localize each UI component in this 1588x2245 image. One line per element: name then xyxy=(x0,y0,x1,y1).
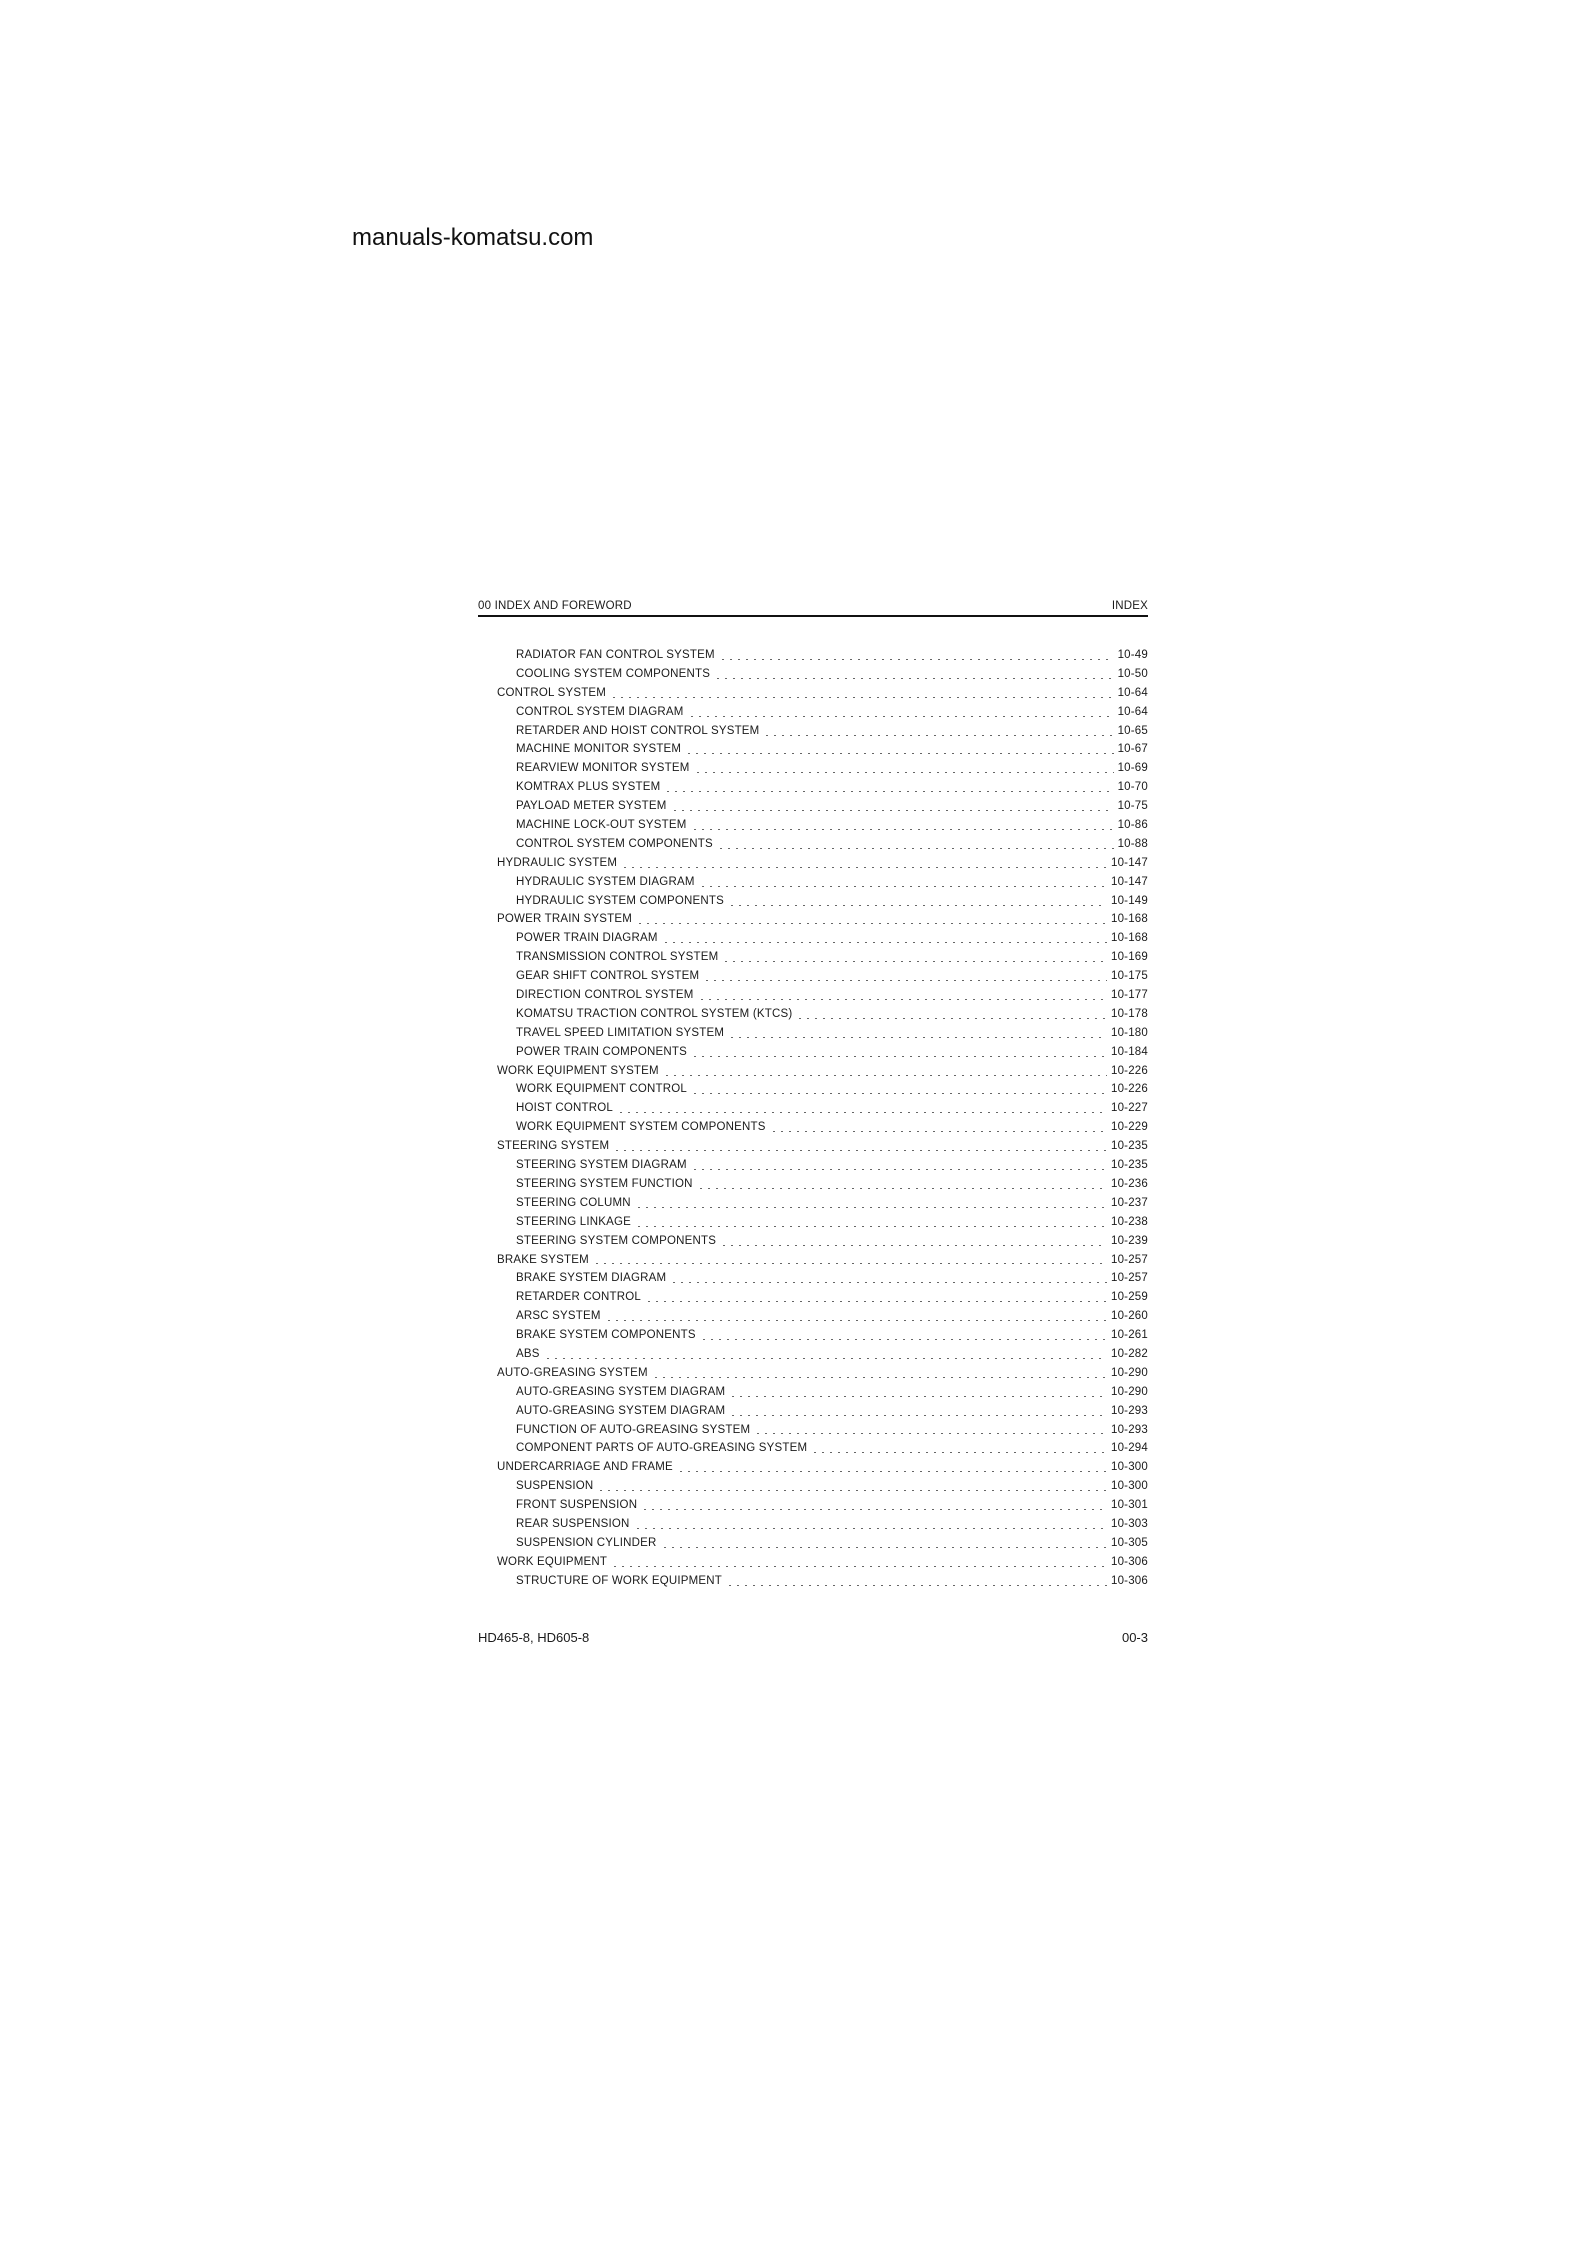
toc-entry-title: WORK EQUIPMENT xyxy=(497,1555,608,1568)
toc-entry-title: ABS xyxy=(516,1347,540,1360)
toc-entry[interactable] xyxy=(478,1367,1148,1386)
toc-entry[interactable] xyxy=(478,1083,1148,1102)
toc-entry[interactable] xyxy=(478,1442,1148,1461)
toc-entry-page: 10-229 xyxy=(1110,1121,1148,1134)
toc-entry-page: 10-67 xyxy=(1117,743,1148,756)
toc-entry-page: 10-64 xyxy=(1117,686,1148,699)
toc-entry-page: 10-293 xyxy=(1110,1404,1148,1417)
toc-entry[interactable] xyxy=(478,970,1148,989)
toc-leader-dots xyxy=(635,1207,1107,1208)
toc-entry[interactable] xyxy=(478,800,1148,819)
toc-entry-title: STEERING SYSTEM xyxy=(497,1140,610,1153)
toc-entry-page: 10-294 xyxy=(1110,1442,1148,1455)
toc-entry-title: KOMTRAX PLUS SYSTEM xyxy=(516,781,661,794)
toc-leader-dots xyxy=(714,678,1113,679)
toc-leader-dots xyxy=(652,1377,1107,1378)
document-page xyxy=(478,600,1148,1645)
table-of-contents xyxy=(478,649,1148,1594)
toc-leader-dots xyxy=(694,772,1114,773)
toc-leader-dots xyxy=(728,905,1107,906)
toc-entry-title: AUTO-GREASING SYSTEM DIAGRAM xyxy=(516,1404,726,1417)
toc-leader-dots xyxy=(641,1509,1107,1510)
toc-entry-page: 10-149 xyxy=(1110,894,1148,907)
toc-entry-title: STRUCTURE OF WORK EQUIPMENT xyxy=(516,1574,723,1587)
toc-entry-title: AUTO-GREASING SYSTEM xyxy=(497,1366,648,1379)
toc-leader-dots xyxy=(717,848,1114,849)
toc-entry-title: CONTROL SYSTEM DIAGRAM xyxy=(516,705,684,718)
toc-leader-dots xyxy=(610,697,1113,698)
toc-leader-dots xyxy=(700,1339,1107,1340)
toc-entry-page: 10-261 xyxy=(1110,1329,1148,1342)
toc-leader-dots xyxy=(670,1282,1107,1283)
toc-entry[interactable] xyxy=(478,1254,1148,1273)
toc-entry-title: HYDRAULIC SYSTEM DIAGRAM xyxy=(516,875,695,888)
toc-leader-dots xyxy=(720,1245,1107,1246)
toc-entry[interactable] xyxy=(478,932,1148,951)
toc-entry[interactable] xyxy=(478,1046,1148,1065)
toc-leader-dots xyxy=(729,1396,1107,1397)
toc-entry[interactable] xyxy=(478,876,1148,895)
toc-leader-dots xyxy=(763,735,1113,736)
toc-entry-page: 10-236 xyxy=(1110,1177,1148,1190)
toc-entry-page: 10-303 xyxy=(1110,1517,1148,1530)
toc-entry-page: 10-75 xyxy=(1117,800,1148,813)
toc-entry-title: DIRECTION CONTROL SYSTEM xyxy=(516,989,694,1002)
toc-entry-page: 10-282 xyxy=(1110,1347,1148,1360)
toc-entry-title: HOIST CONTROL xyxy=(516,1102,613,1115)
toc-entry-title: STEERING SYSTEM FUNCTION xyxy=(516,1177,693,1190)
toc-entry-title: SUSPENSION xyxy=(516,1480,594,1493)
toc-leader-dots xyxy=(677,1471,1107,1472)
toc-entry-title: RADIATOR FAN CONTROL SYSTEM xyxy=(516,649,715,661)
toc-leader-dots xyxy=(685,753,1113,754)
toc-entry-page: 10-300 xyxy=(1110,1480,1148,1493)
toc-entry-page: 10-184 xyxy=(1110,1045,1148,1058)
toc-leader-dots xyxy=(636,923,1107,924)
toc-entry-title: POWER TRAIN COMPONENTS xyxy=(516,1045,687,1058)
toc-leader-dots xyxy=(661,1547,1107,1548)
toc-entry[interactable] xyxy=(478,1348,1148,1367)
toc-leader-dots xyxy=(691,1056,1107,1057)
toc-entry[interactable] xyxy=(478,1575,1148,1594)
toc-entry-title: BRAKE SYSTEM COMPONENTS xyxy=(516,1329,696,1342)
toc-leader-dots xyxy=(617,1112,1107,1113)
toc-entry[interactable] xyxy=(478,649,1148,668)
toc-entry-title: GEAR SHIFT CONTROL SYSTEM xyxy=(516,970,700,983)
toc-entry-page: 10-237 xyxy=(1110,1196,1148,1209)
toc-entry-title: RETARDER CONTROL xyxy=(516,1291,642,1304)
toc-entry[interactable] xyxy=(478,1197,1148,1216)
toc-entry[interactable] xyxy=(478,1065,1148,1084)
toc-entry-page: 10-306 xyxy=(1110,1555,1148,1568)
toc-leader-dots xyxy=(699,886,1107,887)
toc-entry[interactable] xyxy=(478,1461,1148,1480)
toc-entry-title: STEERING LINKAGE xyxy=(516,1215,632,1228)
toc-entry-title: MACHINE MONITOR SYSTEM xyxy=(516,743,682,756)
toc-entry[interactable] xyxy=(478,687,1148,706)
toc-entry[interactable] xyxy=(478,838,1148,857)
toc-entry[interactable] xyxy=(478,1102,1148,1121)
toc-entry-page: 10-175 xyxy=(1110,970,1148,983)
toc-entry-page: 10-65 xyxy=(1117,724,1148,737)
watermark-text: manuals-komatsu.com xyxy=(352,224,594,251)
toc-leader-dots xyxy=(729,1415,1107,1416)
toc-entry-title: FRONT SUSPENSION xyxy=(516,1499,638,1512)
toc-entry-title: MACHINE LOCK-OUT SYSTEM xyxy=(516,819,687,832)
toc-entry-title: WORK EQUIPMENT SYSTEM xyxy=(497,1064,659,1077)
toc-entry-page: 10-70 xyxy=(1117,781,1148,794)
toc-leader-dots xyxy=(691,829,1114,830)
toc-entry-title: PAYLOAD METER SYSTEM xyxy=(516,800,667,813)
toc-leader-dots xyxy=(770,1131,1107,1132)
toc-leader-dots xyxy=(664,791,1113,792)
toc-entry-page: 10-147 xyxy=(1110,856,1148,869)
toc-leader-dots xyxy=(691,1093,1107,1094)
toc-entry[interactable] xyxy=(478,1121,1148,1140)
toc-entry-page: 10-293 xyxy=(1110,1423,1148,1436)
toc-leader-dots xyxy=(597,1490,1107,1491)
toc-entry-page: 10-305 xyxy=(1110,1536,1148,1549)
toc-entry[interactable] xyxy=(478,1178,1148,1197)
toc-entry[interactable] xyxy=(478,743,1148,762)
toc-entry[interactable] xyxy=(478,895,1148,914)
toc-entry-title: HYDRAULIC SYSTEM COMPONENTS xyxy=(516,894,724,907)
toc-leader-dots xyxy=(728,1037,1107,1038)
page-header xyxy=(478,600,1148,617)
toc-entry-page: 10-64 xyxy=(1117,705,1148,718)
toc-entry-title: REAR SUSPENSION xyxy=(516,1517,630,1530)
toc-entry-title: REARVIEW MONITOR SYSTEM xyxy=(516,762,690,775)
toc-entry-page: 10-235 xyxy=(1110,1159,1148,1172)
toc-leader-dots xyxy=(662,942,1107,943)
toc-entry-title: CONTROL SYSTEM COMPONENTS xyxy=(516,837,713,850)
toc-entry-page: 10-235 xyxy=(1110,1140,1148,1153)
toc-entry-page: 10-180 xyxy=(1110,1026,1148,1039)
toc-leader-dots xyxy=(796,1018,1107,1019)
toc-entry[interactable] xyxy=(478,706,1148,725)
toc-leader-dots xyxy=(722,961,1107,962)
toc-entry[interactable] xyxy=(478,1499,1148,1518)
toc-entry-title: FUNCTION OF AUTO-GREASING SYSTEM xyxy=(516,1423,751,1436)
toc-entry-title: SUSPENSION CYLINDER xyxy=(516,1536,657,1549)
toc-entry-page: 10-50 xyxy=(1117,667,1148,680)
toc-entry[interactable] xyxy=(478,913,1148,932)
toc-entry-title: TRANSMISSION CONTROL SYSTEM xyxy=(516,951,719,964)
toc-entry[interactable] xyxy=(478,1140,1148,1159)
toc-leader-dots xyxy=(688,716,1114,717)
toc-entry-page: 10-238 xyxy=(1110,1215,1148,1228)
toc-entry-title: POWER TRAIN SYSTEM xyxy=(497,913,633,926)
toc-entry-title: STEERING COLUMN xyxy=(516,1196,631,1209)
toc-entry-page: 10-168 xyxy=(1110,932,1148,945)
toc-entry-page: 10-290 xyxy=(1110,1366,1148,1379)
toc-entry-title: UNDERCARRIAGE AND FRAME xyxy=(497,1461,673,1474)
toc-entry-page: 10-86 xyxy=(1117,819,1148,832)
toc-entry[interactable] xyxy=(478,1159,1148,1178)
toc-entry-page: 10-226 xyxy=(1110,1083,1148,1096)
toc-entry[interactable] xyxy=(478,989,1148,1008)
toc-leader-dots xyxy=(663,1075,1107,1076)
toc-entry-title: BRAKE SYSTEM DIAGRAM xyxy=(516,1272,667,1285)
toc-entry-page: 10-239 xyxy=(1110,1234,1148,1247)
toc-leader-dots xyxy=(811,1452,1107,1453)
header-index-label: INDEX xyxy=(1111,600,1148,612)
toc-leader-dots xyxy=(611,1566,1107,1567)
toc-entry[interactable] xyxy=(478,1386,1148,1405)
toc-entry[interactable] xyxy=(478,1518,1148,1537)
toc-entry-page: 10-88 xyxy=(1117,837,1148,850)
toc-entry[interactable] xyxy=(478,857,1148,876)
page-footer xyxy=(478,1630,1148,1645)
toc-leader-dots xyxy=(726,1585,1107,1586)
toc-entry[interactable] xyxy=(478,725,1148,744)
toc-entry-page: 10-227 xyxy=(1110,1102,1148,1115)
toc-entry-title: WORK EQUIPMENT SYSTEM COMPONENTS xyxy=(516,1121,766,1134)
toc-entry-page: 10-69 xyxy=(1117,762,1148,775)
toc-entry-title: ARSC SYSTEM xyxy=(516,1310,601,1323)
toc-entry-page: 10-226 xyxy=(1110,1064,1148,1077)
toc-entry-page: 10-301 xyxy=(1110,1499,1148,1512)
toc-entry-title: BRAKE SYSTEM xyxy=(497,1253,589,1266)
toc-entry[interactable] xyxy=(478,1424,1148,1443)
toc-entry[interactable] xyxy=(478,819,1148,838)
toc-leader-dots xyxy=(613,1150,1107,1151)
toc-entry-title: AUTO-GREASING SYSTEM DIAGRAM xyxy=(516,1385,726,1398)
toc-entry-title: KOMATSU TRACTION CONTROL SYSTEM (KTCS) xyxy=(516,1007,793,1020)
toc-entry[interactable] xyxy=(478,1291,1148,1310)
toc-entry-page: 10-168 xyxy=(1110,913,1148,926)
toc-entry[interactable] xyxy=(478,668,1148,687)
footer-page-number: 00-3 xyxy=(1121,1629,1148,1645)
toc-entry-page: 10-49 xyxy=(1117,649,1148,661)
toc-entry-page: 10-260 xyxy=(1110,1310,1148,1323)
header-section-title: 00 INDEX AND FOREWORD xyxy=(478,600,632,612)
toc-entry[interactable] xyxy=(478,1216,1148,1235)
toc-entry-page: 10-306 xyxy=(1110,1574,1148,1587)
toc-entry-title: WORK EQUIPMENT CONTROL xyxy=(516,1083,687,1096)
toc-entry[interactable] xyxy=(478,1537,1148,1556)
toc-entry[interactable] xyxy=(478,1480,1148,1499)
toc-entry-page: 10-259 xyxy=(1110,1291,1148,1304)
toc-entry-title: COOLING SYSTEM COMPONENTS xyxy=(516,667,711,680)
toc-leader-dots xyxy=(671,810,1114,811)
toc-leader-dots xyxy=(703,980,1107,981)
toc-entry[interactable] xyxy=(478,1310,1148,1329)
toc-entry-page: 10-300 xyxy=(1110,1461,1148,1474)
toc-leader-dots xyxy=(634,1528,1107,1529)
toc-leader-dots xyxy=(754,1433,1107,1434)
toc-entry[interactable] xyxy=(478,951,1148,970)
toc-leader-dots xyxy=(621,867,1107,868)
toc-entry[interactable] xyxy=(478,1329,1148,1348)
toc-entry-title: CONTROL SYSTEM xyxy=(497,686,607,699)
toc-leader-dots xyxy=(593,1263,1107,1264)
toc-leader-dots xyxy=(697,1188,1107,1189)
toc-entry[interactable] xyxy=(478,781,1148,800)
footer-model-numbers: HD465-8, HD605-8 xyxy=(478,1629,590,1645)
toc-entry-title: POWER TRAIN DIAGRAM xyxy=(516,932,658,945)
toc-entry-page: 10-178 xyxy=(1110,1007,1148,1020)
toc-entry[interactable] xyxy=(478,1027,1148,1046)
toc-entry[interactable] xyxy=(478,1272,1148,1291)
toc-entry-title: TRAVEL SPEED LIMITATION SYSTEM xyxy=(516,1026,725,1039)
toc-entry-title: COMPONENT PARTS OF AUTO-GREASING SYSTEM xyxy=(516,1442,808,1455)
toc-entry-page: 10-169 xyxy=(1110,951,1148,964)
toc-leader-dots xyxy=(719,659,1114,660)
toc-entry-page: 10-257 xyxy=(1110,1272,1148,1285)
toc-entry-title: HYDRAULIC SYSTEM xyxy=(497,856,618,869)
toc-entry-page: 10-177 xyxy=(1110,989,1148,1002)
toc-entry-title: RETARDER AND HOIST CONTROL SYSTEM xyxy=(516,724,760,737)
toc-leader-dots xyxy=(544,1358,1107,1359)
toc-entry-page: 10-147 xyxy=(1110,875,1148,888)
toc-entry-title: STEERING SYSTEM COMPONENTS xyxy=(516,1234,717,1247)
toc-leader-dots xyxy=(635,1226,1107,1227)
toc-leader-dots xyxy=(605,1320,1107,1321)
toc-leader-dots xyxy=(698,999,1107,1000)
toc-leader-dots xyxy=(691,1169,1107,1170)
toc-leader-dots xyxy=(645,1301,1107,1302)
toc-entry[interactable] xyxy=(478,1405,1148,1424)
toc-entry[interactable] xyxy=(478,762,1148,781)
toc-entry-title: STEERING SYSTEM DIAGRAM xyxy=(516,1159,687,1172)
toc-entry[interactable] xyxy=(478,1556,1148,1575)
toc-entry-page: 10-257 xyxy=(1110,1253,1148,1266)
toc-entry-page: 10-290 xyxy=(1110,1385,1148,1398)
toc-entry[interactable] xyxy=(478,1235,1148,1254)
toc-entry[interactable] xyxy=(478,1008,1148,1027)
